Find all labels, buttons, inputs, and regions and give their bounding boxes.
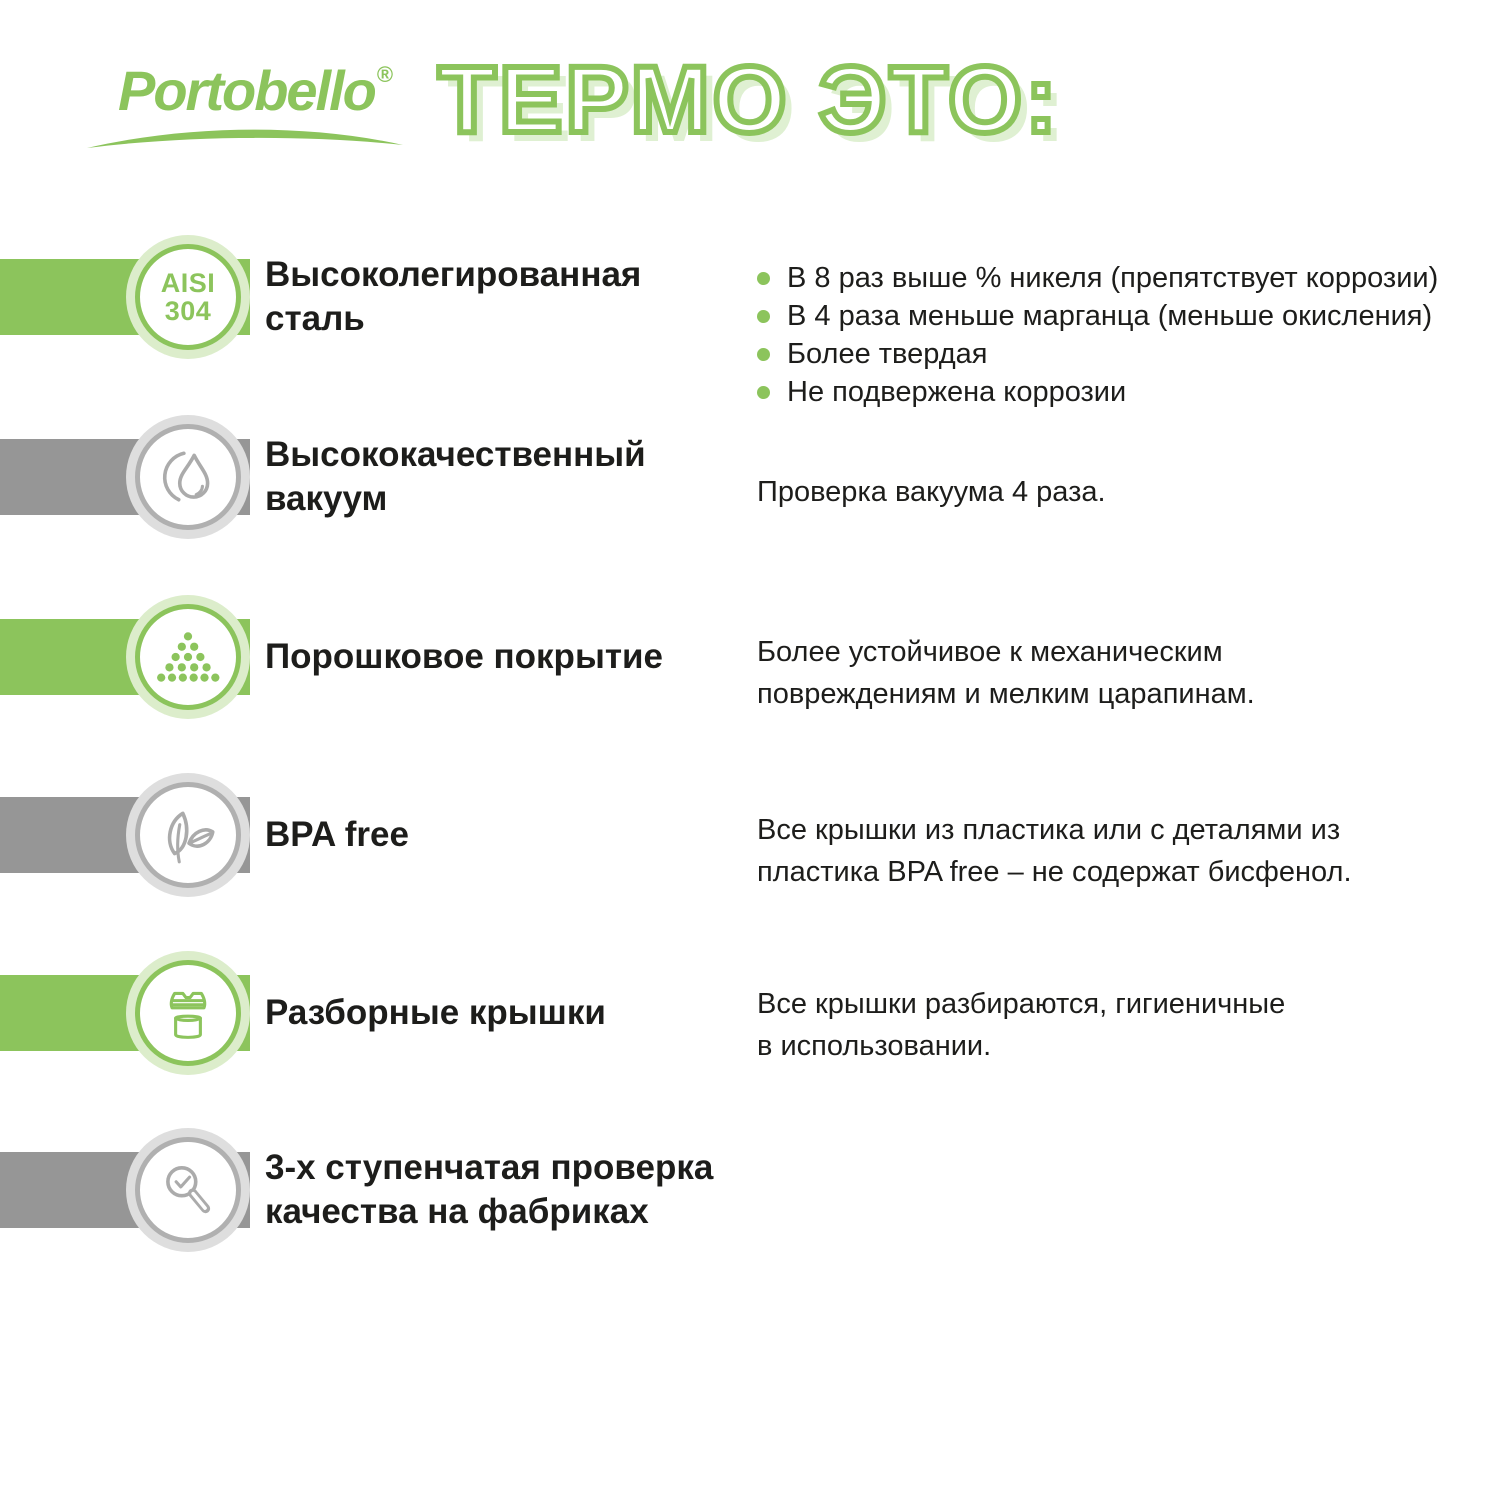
feature-description: Все крышки разбираются, гигиеничные в использовании. (757, 988, 1286, 1062)
magnifier-check-icon (155, 1157, 221, 1223)
feature-title: 3-х ступенчатая проверка качества на фабриках (265, 1148, 714, 1231)
feature-row-vacuum (0, 415, 1500, 539)
water-drop-icon (155, 444, 221, 510)
bullet-item: Не подвержена коррозии (757, 373, 1438, 411)
page-title: ТЕРМО ЭТО: (438, 47, 1060, 153)
feature-title: Высококачественный вакуум (265, 435, 646, 518)
feature-bullet-list (757, 259, 1438, 411)
icon-disc (135, 424, 241, 530)
portobello-logo (118, 58, 448, 123)
feature-row-quality-control (0, 1128, 1500, 1252)
bullet-item: В 4 раза меньше марганца (меньше окисления) (757, 297, 1438, 335)
feature-description: Все крышки из пластика или с деталями из пластика BPA free – не содержат бисфенол. (757, 814, 1352, 888)
bullet-dot-icon (757, 272, 770, 285)
icon-disc (135, 960, 241, 1066)
bullet-item: В 8 раз выше % никеля (препятствует коррозии) (757, 259, 1438, 297)
feature-row-bpa-free (0, 773, 1500, 897)
aisi-304-label: AISI 304 (160, 268, 216, 326)
bullet-dot-icon (757, 348, 770, 361)
icon-disc (135, 1137, 241, 1243)
feature-row-lids (0, 951, 1500, 1075)
lid-parts-icon (155, 980, 221, 1046)
bullet-item: Более твердая (757, 335, 1438, 373)
brand-name: Portobello (118, 59, 375, 122)
leaf-icon (155, 802, 221, 868)
feature-row-powder-coating (0, 595, 1500, 719)
icon-disc (135, 604, 241, 710)
feature-row-steel (0, 235, 1500, 408)
powder-dots-icon (155, 624, 221, 690)
feature-title: Разборные крышки (265, 993, 606, 1032)
logo-swoosh-icon (85, 126, 405, 152)
bullet-dot-icon (757, 310, 770, 323)
icon-disc (135, 782, 241, 888)
feature-description: Проверка вакуума 4 раза. (757, 476, 1106, 508)
registered-mark: ® (376, 62, 394, 87)
aisi-304-badge (135, 244, 241, 350)
feature-title: Высоколегированная сталь (265, 255, 642, 338)
feature-title: Порошковое покрытие (265, 637, 663, 676)
feature-title: BPA free (265, 815, 409, 854)
feature-description: Более устойчивое к механическим повреждениям и мелким царапинам. (757, 636, 1255, 710)
bullet-dot-icon (757, 386, 770, 399)
